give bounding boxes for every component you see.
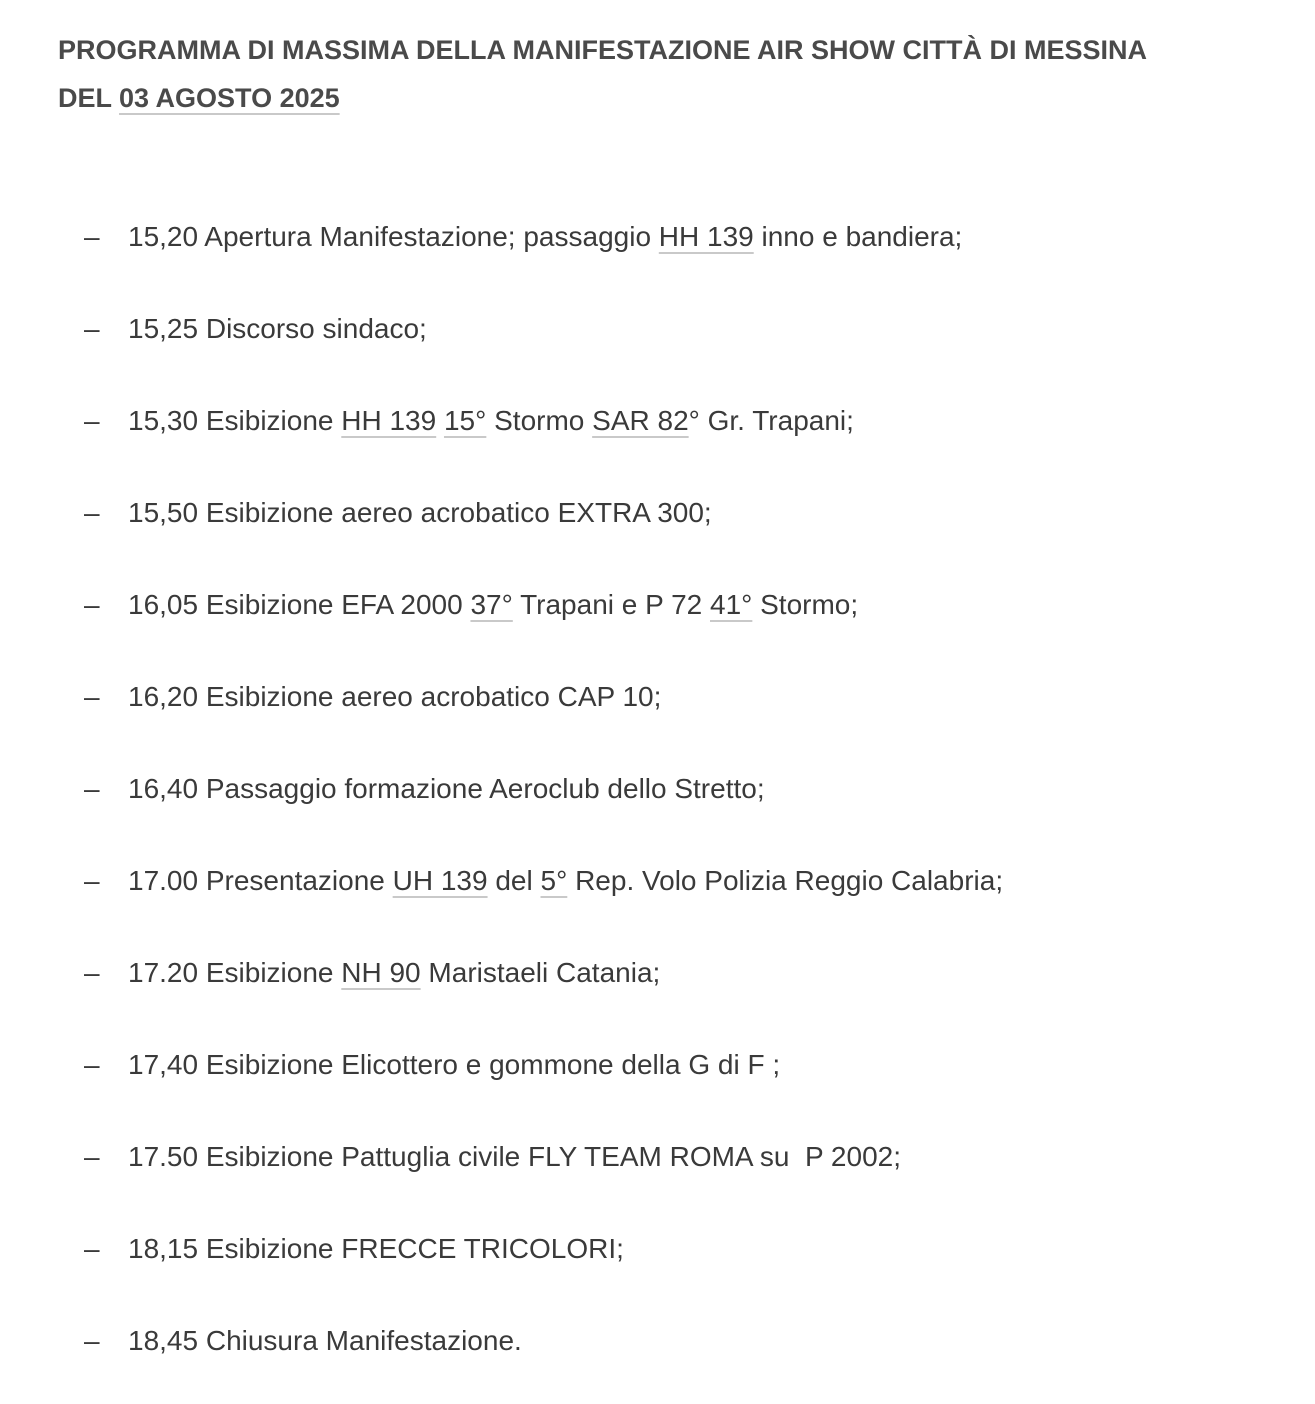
bullet-dash: – [84, 681, 100, 712]
bullet-dash: – [84, 865, 100, 896]
bullet-dash: – [84, 773, 100, 804]
program-item [84, 861, 1003, 901]
bullet-dash: – [84, 313, 100, 344]
document-title [58, 26, 1288, 122]
underlined-term: 5° [540, 865, 568, 896]
item-text-segment: Stormo [486, 405, 593, 436]
program-item-text [128, 309, 427, 349]
program-item [84, 217, 962, 257]
title-line-1: PROGRAMMA DI MASSIMA DELLA MANIFESTAZIONE AIR SHOW CITTÀ DI MESSINA [58, 35, 1147, 65]
program-item-text [128, 1229, 624, 1269]
item-text-segment: 18,15 Esibizione FRECCE TRICOLORI; [128, 1233, 624, 1264]
program-item-text [128, 861, 1003, 901]
bullet-dash: – [84, 1049, 100, 1080]
program-item [84, 1321, 522, 1361]
bullet-dash: – [84, 221, 100, 252]
item-text-segment [436, 405, 444, 436]
event-date: 03 AGOSTO 2025 [119, 83, 340, 113]
underlined-term: 41° [710, 589, 753, 620]
item-text-segment: 15,20 Apertura Manifestazione; passaggio [128, 221, 659, 252]
bullet-dash: – [84, 497, 100, 528]
item-text-segment: ° Gr. Trapani; [688, 405, 854, 436]
program-item [84, 401, 854, 441]
item-text-segment: inno e bandiera; [753, 221, 963, 252]
program-item [84, 585, 858, 625]
program-item [84, 1137, 901, 1177]
item-text-segment: Maristaeli Catania; [420, 957, 661, 988]
item-text-segment: Trapani e P 72 [512, 589, 710, 620]
program-item-text [128, 401, 854, 441]
underlined-term: 15° [443, 405, 487, 436]
bullet-dash: – [84, 589, 100, 620]
item-text-segment: Rep. Volo Polizia Reggio Calabria; [567, 865, 1004, 896]
item-text-segment: Stormo; [752, 589, 859, 620]
program-item-text [128, 677, 661, 717]
program-item-text [128, 953, 660, 993]
item-text-segment: 15,25 Discorso sindaco; [128, 313, 427, 344]
item-text-segment: 18,45 Chiusura Manifestazione. [128, 1325, 522, 1356]
underlined-term: HH 139 [341, 405, 437, 436]
item-text-segment: 17.00 Presentazione [128, 865, 393, 896]
item-text-segment: 16,40 Passaggio formazione Aeroclub dello Stretto; [128, 773, 765, 804]
underlined-term: HH 139 [658, 221, 754, 252]
program-item-text [128, 585, 858, 625]
program-item-text [128, 769, 765, 809]
program-item [84, 1229, 624, 1269]
title-line-2 [58, 74, 1288, 122]
item-text-segment: 17.50 Esibizione Pattuglia civile FLY TEAM ROMA su P 2002; [128, 1141, 901, 1172]
program-item [84, 677, 661, 717]
program-item [84, 953, 660, 993]
program-item [84, 493, 712, 533]
item-text-segment: 16,05 Esibizione EFA 2000 [128, 589, 471, 620]
item-text-segment: 15,30 Esibizione [128, 405, 342, 436]
program-item-text [128, 1045, 780, 1085]
underlined-term: 37° [470, 589, 513, 620]
underlined-term: NH 90 [341, 957, 421, 988]
bullet-dash: – [84, 1325, 100, 1356]
program-item-text [128, 1321, 522, 1361]
program-item [84, 769, 765, 809]
bullet-dash: – [84, 957, 100, 988]
item-text-segment: 17.20 Esibizione [128, 957, 342, 988]
item-text-segment: del [487, 865, 541, 896]
bullet-dash: – [84, 1141, 100, 1172]
underlined-term: SAR 82 [592, 405, 689, 436]
item-text-segment: 15,50 Esibizione aereo acrobatico EXTRA 300; [128, 497, 712, 528]
item-text-segment: 16,20 Esibizione aereo acrobatico CAP 10; [128, 681, 662, 712]
underlined-term: UH 139 [392, 865, 488, 896]
program-item-text [128, 493, 712, 533]
program-item-text [128, 1137, 901, 1177]
program-item-text [128, 217, 962, 257]
program-item [84, 309, 427, 349]
program-item [84, 1045, 780, 1085]
bullet-dash: – [84, 405, 100, 436]
item-text-segment: 17,40 Esibizione Elicottero e gommone della G di F ; [128, 1049, 781, 1080]
title-prefix: DEL [58, 83, 120, 113]
bullet-dash: – [84, 1233, 100, 1264]
